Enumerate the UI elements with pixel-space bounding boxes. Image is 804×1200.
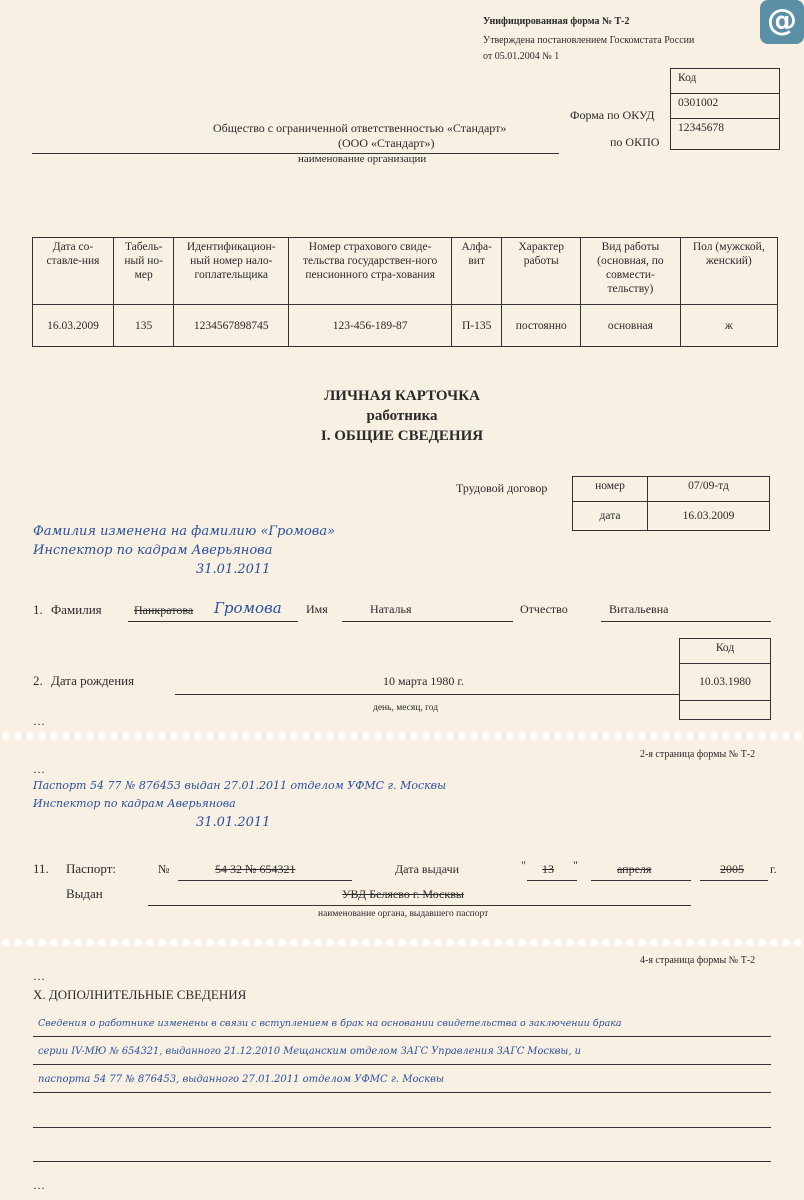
page2-label: 2-я страница формы № Т-2: [640, 749, 756, 760]
birth-value: 10 марта 1980 г.: [383, 674, 464, 688]
day-underline: [527, 880, 577, 881]
ellipsis-3: …: [33, 969, 45, 983]
ellipsis-1: …: [33, 714, 45, 728]
contract-number-label: номер: [573, 477, 648, 502]
birth-code-value: 10.03.1980: [680, 664, 771, 701]
additional-info-title: X. ДОПОЛНИТЕЛЬНЫЕ СВЕДЕНИЯ: [33, 987, 247, 1002]
issue-month: апреля: [617, 862, 652, 876]
value-snils: 123-456-189-87: [289, 305, 452, 347]
org-name-caption: наименование организации: [298, 153, 427, 165]
additional-underline-3: [33, 1092, 771, 1093]
page4-label: 4-я страница формы № Т-2: [640, 955, 756, 966]
page-tear-divider-2: [0, 938, 804, 948]
value-sex: ж: [680, 305, 777, 347]
quote-close: ": [573, 858, 578, 872]
value-inn: 1234567898745: [174, 305, 289, 347]
name-value: Наталья: [370, 602, 412, 616]
issued-caption: наименование органа, выдавшего паспорт: [318, 909, 489, 919]
ellipsis-4: …: [33, 1178, 45, 1192]
birth-code-header: Код: [680, 639, 771, 664]
patronymic-underline: [601, 621, 771, 622]
okpo-label: по ОКПО: [610, 135, 660, 149]
note2-date: 31.01.2011: [196, 815, 271, 830]
logo-icon: @: [760, 0, 804, 44]
unified-form-label: Унифицированная форма № Т-2: [483, 16, 630, 27]
birth-code-empty: [680, 701, 771, 720]
new-surname: Громова: [214, 599, 282, 617]
note2-inspector: Инспектор по кадрам Аверьянова: [33, 797, 236, 810]
ellipsis-2: …: [33, 762, 45, 776]
header-sex: Пол (мужской, женский): [680, 238, 777, 305]
note-inspector: Инспектор по кадрам Аверьянова: [33, 543, 273, 558]
value-date: 16.03.2009: [33, 305, 114, 347]
approved-line-1: Утверждена постановлением Госкомстата России: [483, 35, 695, 46]
quote-open: ": [521, 858, 526, 872]
passport-value: 54 32 № 654321: [215, 862, 296, 876]
okpo-value: 12345678: [671, 119, 780, 150]
code-header: Код: [671, 69, 780, 94]
org-name-line-1: Общество с ограниченной ответственностью «Стандарт»: [213, 121, 507, 135]
year-suffix: г.: [770, 862, 777, 876]
surname-underline: [128, 621, 298, 622]
okud-label: Форма по ОКУД: [570, 108, 655, 122]
additional-underline-2: [33, 1064, 771, 1065]
additional-underline-5: [33, 1161, 771, 1162]
card-subtitle: работника: [366, 408, 438, 424]
contract-date-label: дата: [573, 502, 648, 531]
birth-label: Дата рождения: [51, 673, 135, 688]
birth-underline: [175, 694, 679, 695]
name-label: Имя: [306, 602, 328, 616]
note-passport: Паспорт 54 77 № 876453 выдан 27.01.2011 отделом УФМС г. Москвы: [33, 779, 447, 792]
passport-no-sign: №: [158, 862, 170, 876]
header-inn: Идентификацион-ный номер нало-гоплательщика: [174, 238, 289, 305]
birth-caption: день, месяц, год: [373, 703, 439, 713]
header-tab-number: Табель-ный но-мер: [113, 238, 173, 305]
passport-label: Паспорт:: [66, 861, 117, 876]
value-work-type: основная: [581, 305, 680, 347]
additional-line-1: Сведения о работнике изменены в связи с вступлением в брак на основании свидетельства о заключении брака: [38, 1018, 622, 1029]
note-date: 31.01.2011: [196, 562, 271, 577]
header-work-type: Вид работы (основная, по совмести-тельству): [581, 238, 680, 305]
month-underline: [591, 880, 691, 881]
contract-number-value: 07/09-тд: [648, 477, 770, 502]
header-alphabet: Алфа-вит: [452, 238, 502, 305]
value-tab-number: 135: [113, 305, 173, 347]
issue-year: 2005: [720, 862, 744, 876]
fio-number: 1.: [33, 602, 43, 617]
year-underline: [700, 880, 768, 881]
birth-code-table: [679, 638, 771, 720]
value-work-character: постоянно: [502, 305, 581, 347]
org-code-table: [670, 68, 780, 150]
name-underline: [342, 621, 513, 622]
note-surname-changed: Фамилия изменена на фамилию «Громова»: [33, 524, 336, 539]
contract-date-value: 16.03.2009: [648, 502, 770, 531]
additional-line-2: серии IV-МЮ № 654321, выданного 21.12.2010 Мещанским отделом ЗАГС Управления ЗАГС Москвы, и: [38, 1046, 581, 1057]
header-date: Дата со-ставле-ния: [33, 238, 114, 305]
approved-line-2: от 05.01.2004 № 1: [483, 51, 560, 62]
old-surname: Панкратова: [134, 603, 194, 617]
org-name-line-2: (ООО «Стандарт»): [338, 136, 435, 150]
additional-underline-4: [33, 1127, 771, 1128]
value-alphabet: П-135: [452, 305, 502, 347]
patronymic-value: Витальевна: [609, 602, 669, 616]
contract-table: [572, 476, 770, 531]
birth-number: 2.: [33, 673, 43, 688]
patronymic-label: Отчество: [520, 602, 568, 616]
card-title: ЛИЧНАЯ КАРТОЧКА: [324, 388, 480, 404]
issued-value: УВД Беляево г. Москвы: [342, 887, 464, 901]
issue-day: 13: [542, 862, 554, 876]
page-tear-divider: [0, 731, 804, 741]
issue-date-label: Дата выдачи: [395, 862, 460, 876]
additional-line-3: паспорта 54 77 № 876453, выданного 27.01.2011 отделом УФМС г. Москвы: [38, 1074, 445, 1085]
additional-underline-1: [33, 1036, 771, 1037]
passport-underline: [178, 880, 352, 881]
section-general-title: I. ОБЩИЕ СВЕДЕНИЯ: [320, 428, 484, 444]
issued-label: Выдан: [66, 886, 103, 901]
passport-number: 11.: [33, 861, 49, 876]
header-snils: Номер страхового свиде-тельства государствен-ного пенсионного стра-хования: [289, 238, 452, 305]
issued-underline: [148, 905, 691, 906]
employee-info-table: [32, 237, 778, 347]
okud-value: 0301002: [671, 94, 780, 119]
org-name-underline: [32, 153, 559, 154]
header-work-character: Характер работы: [502, 238, 581, 305]
surname-label: Фамилия: [51, 602, 102, 617]
contract-label: Трудовой договор: [456, 481, 548, 495]
